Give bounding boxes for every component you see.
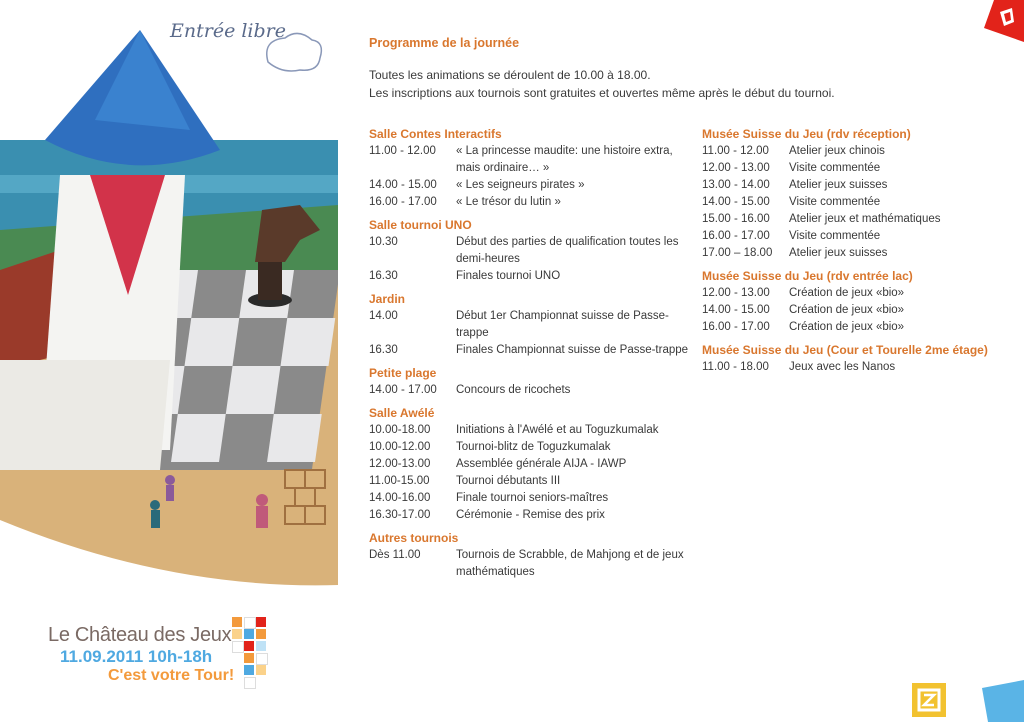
z-logo-icon bbox=[912, 683, 946, 717]
schedule-description: « Les seigneurs pirates » bbox=[456, 179, 585, 191]
schedule-time: 14.00 bbox=[369, 310, 398, 322]
schedule-description: Atelier jeux chinois bbox=[789, 145, 885, 157]
schedule-section bbox=[369, 126, 689, 211]
schedule-time: Dès 11.00 bbox=[369, 549, 421, 561]
schedule-row bbox=[369, 177, 689, 194]
schedule-description: Concours de ricochets bbox=[456, 384, 571, 396]
schedule-description: Atelier jeux suisses bbox=[789, 247, 888, 259]
schedule-row bbox=[369, 547, 689, 581]
schedule-row bbox=[369, 342, 689, 359]
schedule-time: 14.00 - 17.00 bbox=[369, 384, 437, 396]
illustration-panel bbox=[0, 0, 338, 722]
schedule-time: 11.00 - 12.00 bbox=[369, 145, 436, 157]
section-title: Petite plage bbox=[369, 366, 437, 380]
schedule-description: Création de jeux «bio» bbox=[789, 304, 905, 316]
schedule-time: 11.00 - 12.00 bbox=[702, 145, 769, 157]
schedule-description: Initiations à l'Awélé et au Toguzkumalak bbox=[456, 424, 659, 436]
corner-badge-icon bbox=[984, 0, 1024, 42]
schedule-section bbox=[369, 405, 689, 524]
schedule-row bbox=[702, 143, 1012, 160]
schedule-section bbox=[702, 126, 1012, 262]
schedule-time: 16.30 bbox=[369, 344, 398, 356]
schedule-description: Assemblée générale AIJA - IAWP bbox=[456, 458, 627, 470]
schedule-section bbox=[369, 291, 689, 359]
schedule-section bbox=[369, 365, 689, 399]
schedule-description: Création de jeux «bio» bbox=[789, 321, 905, 333]
schedule-time: 16.00 - 17.00 bbox=[702, 230, 770, 242]
schedule-row bbox=[702, 160, 1012, 177]
schedule-time: 16.30-17.00 bbox=[369, 509, 431, 521]
schedule-description: Tournoi-blitz de Toguzkumalak bbox=[456, 441, 611, 453]
logo-date: 11.09.2011 10h-18h bbox=[60, 647, 213, 666]
section-title: Salle tournoi UNO bbox=[369, 218, 472, 232]
schedule-description: Finales tournoi UNO bbox=[456, 270, 561, 282]
schedule-row bbox=[369, 439, 689, 456]
schedule-time: 12.00 - 13.00 bbox=[702, 287, 770, 299]
schedule-column-left bbox=[369, 126, 689, 587]
schedule-time: 13.00 - 14.00 bbox=[702, 179, 770, 191]
section-title: Musée Suisse du Jeu (Cour et Tourelle 2me étage) bbox=[702, 343, 988, 357]
schedule-row bbox=[369, 382, 689, 399]
schedule-time: 14.00 - 15.00 bbox=[702, 196, 770, 208]
entree-libre-text: Entrée libre bbox=[170, 20, 286, 42]
schedule-time: 15.00 - 16.00 bbox=[702, 213, 770, 225]
schedule-row bbox=[369, 473, 689, 490]
schedule-row bbox=[369, 234, 689, 268]
section-title: Musée Suisse du Jeu (rdv réception) bbox=[702, 127, 911, 141]
schedule-time: 11.00 - 18.00 bbox=[702, 361, 769, 373]
logo-tagline: C'est votre Tour! bbox=[108, 667, 235, 684]
schedule-section bbox=[369, 217, 689, 285]
schedule-row bbox=[702, 245, 1012, 262]
schedule-row bbox=[369, 308, 689, 342]
schedule-section bbox=[702, 268, 1012, 336]
schedule-time: 10.00-18.00 bbox=[369, 424, 431, 436]
schedule-row bbox=[702, 319, 1012, 336]
schedule-row bbox=[702, 302, 1012, 319]
program-title: Programme de la journée bbox=[369, 36, 520, 50]
program-intro bbox=[369, 67, 929, 102]
schedule-time: 14.00-16.00 bbox=[369, 492, 431, 504]
schedule-time: 14.00 - 15.00 bbox=[369, 179, 437, 191]
schedule-time: 12.00 - 13.00 bbox=[702, 162, 770, 174]
schedule-description: Tournoi débutants III bbox=[456, 475, 561, 487]
schedule-description: Création de jeux «bio» bbox=[789, 287, 905, 299]
schedule-row bbox=[369, 456, 689, 473]
schedule-row bbox=[702, 228, 1012, 245]
section-title: Salle Awélé bbox=[369, 406, 435, 420]
section-title: Jardin bbox=[369, 292, 406, 306]
schedule-description: Début des parties de qualification toutes les demi-heures bbox=[456, 236, 679, 265]
schedule-description: Atelier jeux suisses bbox=[789, 179, 888, 191]
schedule-description: Finales Championnat suisse de Passe-trappe bbox=[456, 344, 689, 356]
schedule-time: 16.30 bbox=[369, 270, 398, 282]
schedule-column-right bbox=[702, 126, 1012, 382]
schedule-time: 11.00-15.00 bbox=[369, 475, 430, 487]
schedule-time: 16.00 - 17.00 bbox=[369, 196, 437, 208]
schedule-time: 10.00-12.00 bbox=[369, 441, 431, 453]
castle-illustration bbox=[0, 0, 338, 600]
schedule-description: Atelier jeux et mathématiques bbox=[789, 213, 941, 225]
schedule-row bbox=[702, 359, 1012, 376]
intro-line: Toutes les animations se déroulent de 10.00 à 18.00. bbox=[369, 68, 651, 82]
section-title: Musée Suisse du Jeu (rdv entrée lac) bbox=[702, 269, 913, 283]
schedule-row bbox=[369, 194, 689, 211]
schedule-description: Visite commentée bbox=[789, 230, 881, 242]
event-logo bbox=[48, 624, 234, 685]
schedule-description: « La princesse maudite: une histoire extra, mais ordinaire… » bbox=[456, 145, 673, 174]
schedule-time: 14.00 - 15.00 bbox=[702, 304, 770, 316]
schedule-description: Tournois de Scrabble, de Mahjong et de jeux mathématiques bbox=[456, 549, 684, 578]
corner-blue-shape-icon bbox=[978, 680, 1024, 722]
schedule-section bbox=[369, 530, 689, 581]
schedule-time: 10.30 bbox=[369, 236, 398, 248]
schedule-section bbox=[702, 342, 1012, 376]
schedule-row bbox=[369, 143, 689, 177]
section-title: Autres tournois bbox=[369, 531, 459, 545]
schedule-description: Visite commentée bbox=[789, 162, 881, 174]
schedule-row bbox=[369, 422, 689, 439]
schedule-description: Cérémonie - Remise des prix bbox=[456, 509, 605, 521]
schedule-row bbox=[702, 211, 1012, 228]
schedule-description: Visite commentée bbox=[789, 196, 881, 208]
intro-line: Les inscriptions aux tournois sont gratuites et ouvertes même après le début du tournoi. bbox=[369, 85, 835, 100]
schedule-row bbox=[702, 194, 1012, 211]
schedule-description: Finale tournoi seniors-maîtres bbox=[456, 492, 609, 504]
section-title: Salle Contes Interactifs bbox=[369, 127, 502, 141]
schedule-time: 17.00 – 18.00 bbox=[702, 247, 773, 259]
schedule-row bbox=[702, 285, 1012, 302]
schedule-description: Jeux avec les Nanos bbox=[789, 361, 896, 373]
logo-title: Le Château des Jeux bbox=[48, 624, 232, 646]
schedule-row bbox=[702, 177, 1012, 194]
schedule-time: 16.00 - 17.00 bbox=[702, 321, 770, 333]
schedule-time: 12.00-13.00 bbox=[369, 458, 431, 470]
schedule-row bbox=[369, 507, 689, 524]
schedule-row bbox=[369, 268, 689, 285]
schedule-description: « Le trésor du lutin » bbox=[456, 196, 561, 208]
schedule-description: Début 1er Championnat suisse de Passe-trappe bbox=[456, 310, 669, 339]
schedule-row bbox=[369, 490, 689, 507]
